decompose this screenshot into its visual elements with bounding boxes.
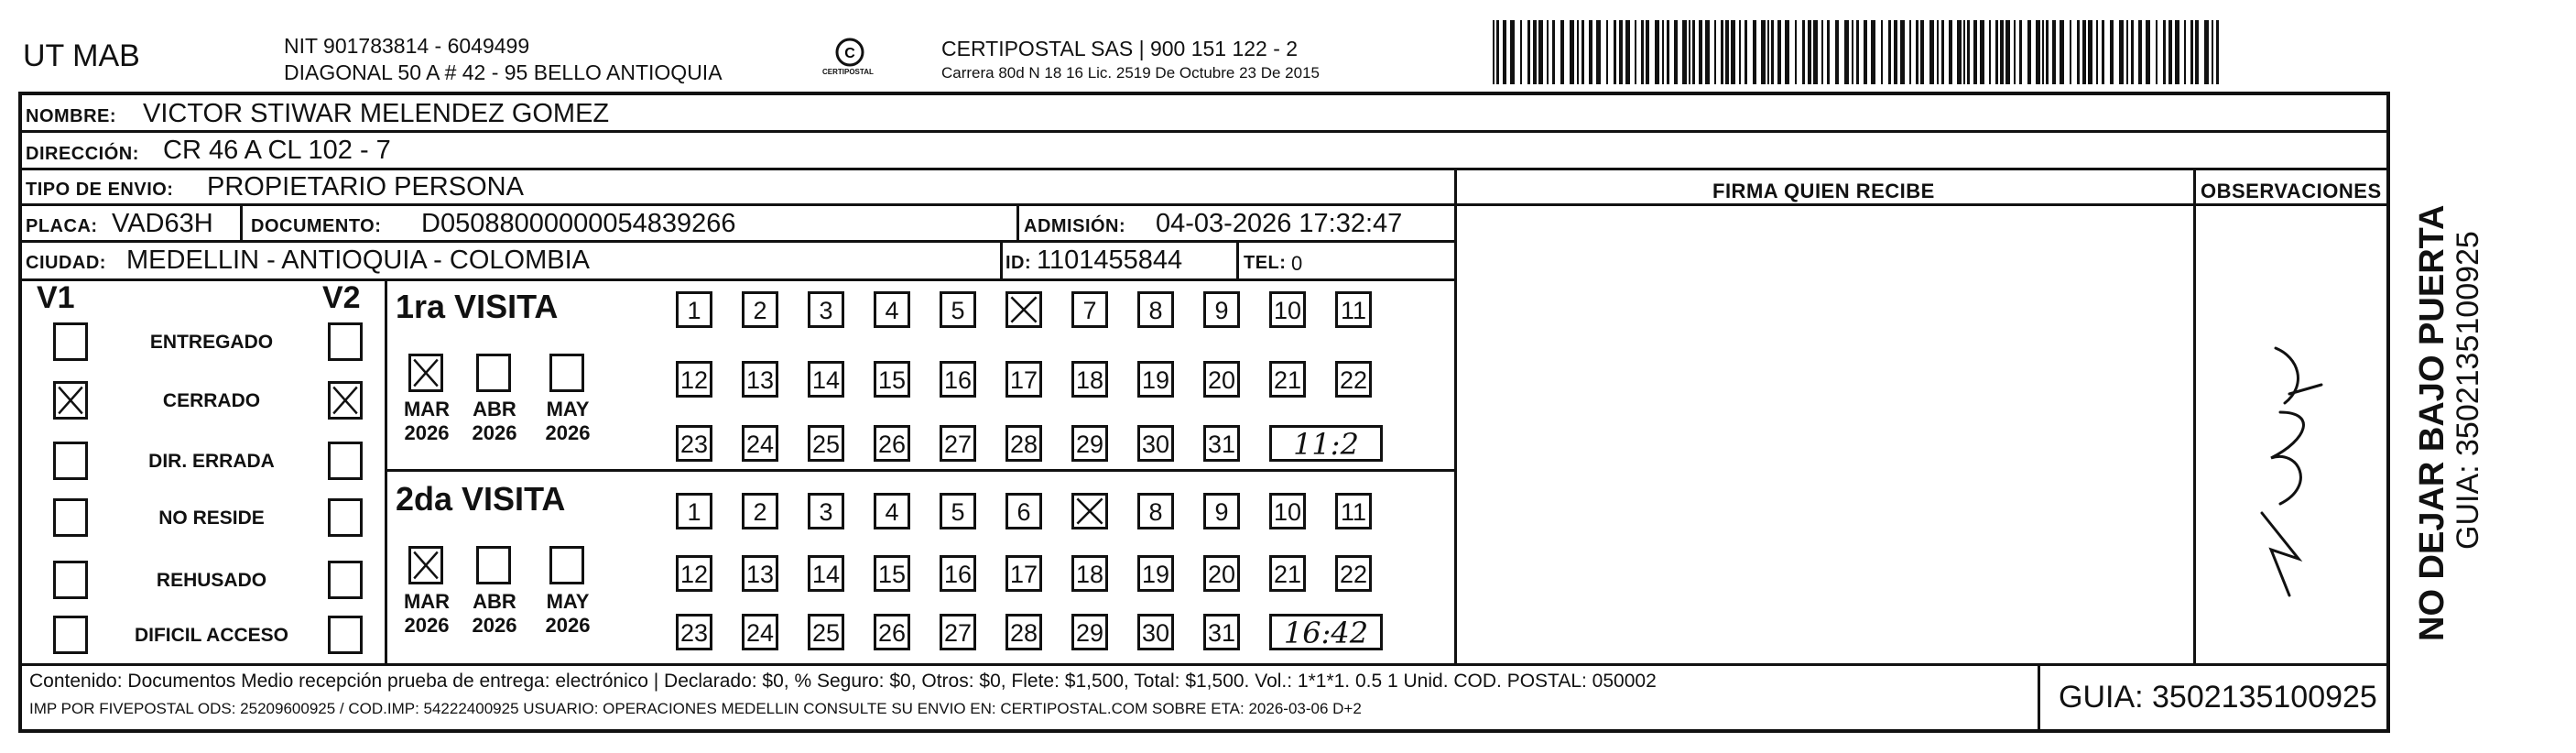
day-box[interactable]: 19 bbox=[1137, 361, 1174, 398]
option-label: REHUSADO bbox=[156, 570, 267, 591]
first-visit-title: 1ra VISITA bbox=[396, 288, 559, 325]
recipient-signature bbox=[2234, 330, 2335, 605]
month-checkbox[interactable] bbox=[549, 354, 584, 392]
observations-label: OBSERVACIONES bbox=[2201, 180, 2382, 202]
v1-checkbox[interactable] bbox=[53, 442, 88, 480]
id-label: ID: bbox=[1005, 253, 1032, 273]
second-visit-title: 2da VISITA bbox=[396, 480, 566, 518]
no-door-warning: NO DEJAR BAJO PUERTA bbox=[2413, 204, 2451, 641]
company-name: UT MAB bbox=[23, 38, 140, 73]
day-box[interactable]: 27 bbox=[940, 425, 976, 462]
day-box[interactable]: 12 bbox=[676, 361, 712, 398]
barcode bbox=[1493, 20, 2225, 84]
day-box[interactable]: 15 bbox=[874, 555, 910, 592]
day-box[interactable]: 15 bbox=[874, 361, 910, 398]
month-label: ABR 2026 bbox=[472, 398, 517, 444]
id-value: 1101455844 bbox=[1037, 246, 1183, 275]
v2-checkbox[interactable] bbox=[328, 442, 363, 480]
address-label: DIRECCIÓN: bbox=[26, 144, 139, 164]
company-address: DIAGONAL 50 A # 42 - 95 BELLO ANTIOQUIA bbox=[284, 60, 723, 84]
tel-value: 0 bbox=[1291, 252, 1303, 275]
month-checkbox[interactable] bbox=[476, 546, 511, 584]
day-box[interactable]: 12 bbox=[676, 555, 712, 592]
day-box[interactable]: 2 bbox=[742, 291, 778, 328]
day-box[interactable]: 31 bbox=[1203, 614, 1240, 650]
month-checkbox[interactable] bbox=[549, 546, 584, 584]
day-box[interactable]: 8 bbox=[1137, 291, 1174, 328]
logo-text: CERTIPOSTAL bbox=[822, 68, 874, 76]
day-box[interactable]: 20 bbox=[1203, 555, 1240, 592]
day-box[interactable]: 17 bbox=[1005, 555, 1042, 592]
option-label: ENTREGADO bbox=[149, 332, 274, 353]
day-box[interactable]: 21 bbox=[1269, 555, 1306, 592]
day-box[interactable]: 30 bbox=[1137, 425, 1174, 462]
option-label: DIR. ERRADA bbox=[148, 451, 275, 472]
day-box[interactable]: 2 bbox=[742, 493, 778, 529]
day-box[interactable]: 10 bbox=[1269, 291, 1306, 328]
day-box[interactable]: 8 bbox=[1137, 493, 1174, 529]
day-box[interactable]: 18 bbox=[1071, 361, 1108, 398]
month-label: MAR 2026 bbox=[403, 590, 451, 637]
v1-label: V1 bbox=[37, 280, 75, 315]
side-guia: GUIA: 3502135100925 bbox=[2451, 231, 2485, 550]
v1-checkbox[interactable] bbox=[53, 498, 88, 537]
day-box[interactable]: 11 bbox=[1335, 493, 1372, 529]
day-box[interactable]: 30 bbox=[1137, 614, 1174, 650]
day-box[interactable]: 9 bbox=[1203, 493, 1240, 529]
day-box[interactable]: 13 bbox=[742, 361, 778, 398]
day-box[interactable]: 5 bbox=[940, 291, 976, 328]
day-box[interactable]: 20 bbox=[1203, 361, 1240, 398]
month-checkbox[interactable] bbox=[408, 546, 443, 584]
day-box[interactable]: 5 bbox=[940, 493, 976, 529]
day-box[interactable]: 18 bbox=[1071, 555, 1108, 592]
option-label: CERRADO bbox=[162, 390, 261, 411]
v2-checkbox[interactable] bbox=[328, 616, 363, 654]
certipostal-logo bbox=[813, 37, 886, 84]
day-box[interactable]: 24 bbox=[742, 614, 778, 650]
day-box[interactable]: 10 bbox=[1269, 493, 1306, 529]
day-box[interactable]: 22 bbox=[1335, 361, 1372, 398]
day-box[interactable]: 29 bbox=[1071, 614, 1108, 650]
day-box[interactable] bbox=[1005, 291, 1042, 328]
company-nit: NIT 901783814 - 6049499 bbox=[284, 34, 530, 58]
day-box[interactable]: 3 bbox=[808, 291, 844, 328]
day-box[interactable]: 17 bbox=[1005, 361, 1042, 398]
day-box[interactable]: 14 bbox=[808, 361, 844, 398]
v1-checkbox[interactable] bbox=[53, 616, 88, 654]
day-box[interactable]: 26 bbox=[874, 425, 910, 462]
name-label: NOMBRE: bbox=[26, 106, 117, 126]
signature-label: FIRMA QUIEN RECIBE bbox=[1712, 180, 1935, 202]
day-box[interactable]: 11 bbox=[1335, 291, 1372, 328]
day-box[interactable]: 23 bbox=[676, 614, 712, 650]
day-box[interactable]: 22 bbox=[1335, 555, 1372, 592]
day-box[interactable]: 29 bbox=[1071, 425, 1108, 462]
month-label: MAY 2026 bbox=[545, 398, 591, 444]
shipment-type-label: TIPO DE ENVIO: bbox=[26, 180, 174, 200]
v2-checkbox[interactable] bbox=[328, 561, 363, 599]
day-box[interactable]: 27 bbox=[940, 614, 976, 650]
day-box[interactable]: 16 bbox=[940, 555, 976, 592]
option-label: DIFICIL ACCESO bbox=[134, 625, 288, 646]
day-box[interactable]: 3 bbox=[808, 493, 844, 529]
day-box[interactable]: 4 bbox=[874, 291, 910, 328]
city-label: CIUDAD: bbox=[26, 253, 106, 273]
day-box[interactable]: 28 bbox=[1005, 614, 1042, 650]
day-box[interactable]: 7 bbox=[1071, 291, 1108, 328]
day-box[interactable]: 23 bbox=[676, 425, 712, 462]
footer-print-info: IMP POR FIVEPOSTAL ODS: 25209600925 / COD.IMP: 54222400925 USUARIO: OPERACIONES MEDELLIN CONSULTE SU ENVIO EN: CERTIPOSTAL.COM SOBRE ETA: 2026-03-06 D+2 bbox=[29, 700, 1362, 717]
day-box[interactable]: 31 bbox=[1203, 425, 1240, 462]
plate-label: PLACA: bbox=[26, 216, 98, 236]
svg-text:C: C bbox=[844, 46, 855, 61]
day-box[interactable]: 25 bbox=[808, 425, 844, 462]
v1-checkbox[interactable] bbox=[53, 381, 88, 420]
day-box[interactable]: 1 bbox=[676, 493, 712, 529]
month-label: MAR 2026 bbox=[403, 398, 451, 444]
recipient-name: VICTOR STIWAR MELENDEZ GOMEZ bbox=[143, 99, 610, 128]
admission-value: 04-03-2026 17:32:47 bbox=[1156, 209, 1403, 238]
v1-checkbox[interactable] bbox=[53, 322, 88, 361]
v2-checkbox[interactable] bbox=[328, 498, 363, 537]
document-value: D05088000000054839266 bbox=[421, 209, 736, 238]
day-box[interactable]: 14 bbox=[808, 555, 844, 592]
day-box[interactable]: 13 bbox=[742, 555, 778, 592]
month-label: ABR 2026 bbox=[472, 590, 517, 637]
day-box[interactable]: 1 bbox=[676, 291, 712, 328]
tel-label: TEL: bbox=[1244, 253, 1287, 273]
document-label: DOCUMENTO: bbox=[251, 216, 382, 236]
footer-content: Contenido: Documentos Medio recepción prueba de entrega: electrónico | Declarado: $0, % Seguro: $0, Otros: $0, Flete: $1,500, Total: $1,500. Vol.: 1*1*1. 0.5 1 Unid. COD. POSTAL: 050002 bbox=[29, 671, 1657, 692]
city-value: MEDELLIN - ANTIOQUIA - COLOMBIA bbox=[126, 246, 590, 275]
month-label: MAY 2026 bbox=[545, 590, 591, 637]
month-checkbox[interactable] bbox=[408, 354, 443, 392]
recipient-address: CR 46 A CL 102 - 7 bbox=[163, 136, 391, 165]
plate-value: VAD63H bbox=[112, 209, 213, 238]
carrier-name: CERTIPOSTAL SAS | 900 151 122 - 2 bbox=[941, 37, 1299, 60]
day-box[interactable]: 25 bbox=[808, 614, 844, 650]
day-box[interactable]: 28 bbox=[1005, 425, 1042, 462]
day-box[interactable]: 4 bbox=[874, 493, 910, 529]
shipment-type: PROPIETARIO PERSONA bbox=[207, 172, 524, 202]
v2-label: V2 bbox=[322, 280, 361, 315]
day-box[interactable] bbox=[1071, 493, 1108, 529]
v2-checkbox[interactable] bbox=[328, 381, 363, 420]
day-box[interactable]: 24 bbox=[742, 425, 778, 462]
day-box[interactable]: 19 bbox=[1137, 555, 1174, 592]
day-box[interactable]: 9 bbox=[1203, 291, 1240, 328]
v2-checkbox[interactable] bbox=[328, 322, 363, 361]
visit-time: 16:42 bbox=[1269, 614, 1383, 650]
day-box[interactable]: 16 bbox=[940, 361, 976, 398]
day-box[interactable]: 21 bbox=[1269, 361, 1306, 398]
option-label: NO RESIDE bbox=[158, 507, 265, 529]
visit-time: 11:2 bbox=[1269, 425, 1383, 462]
v1-checkbox[interactable] bbox=[53, 561, 88, 599]
day-box[interactable]: 26 bbox=[874, 614, 910, 650]
footer-guia: GUIA: 3502135100925 bbox=[2059, 680, 2377, 715]
admission-label: ADMISIÓN: bbox=[1024, 216, 1126, 236]
day-box[interactable]: 6 bbox=[1005, 493, 1042, 529]
month-checkbox[interactable] bbox=[476, 354, 511, 392]
carrier-address: Carrera 80d N 18 16 Lic. 2519 De Octubre 23 De 2015 bbox=[941, 64, 1320, 82]
